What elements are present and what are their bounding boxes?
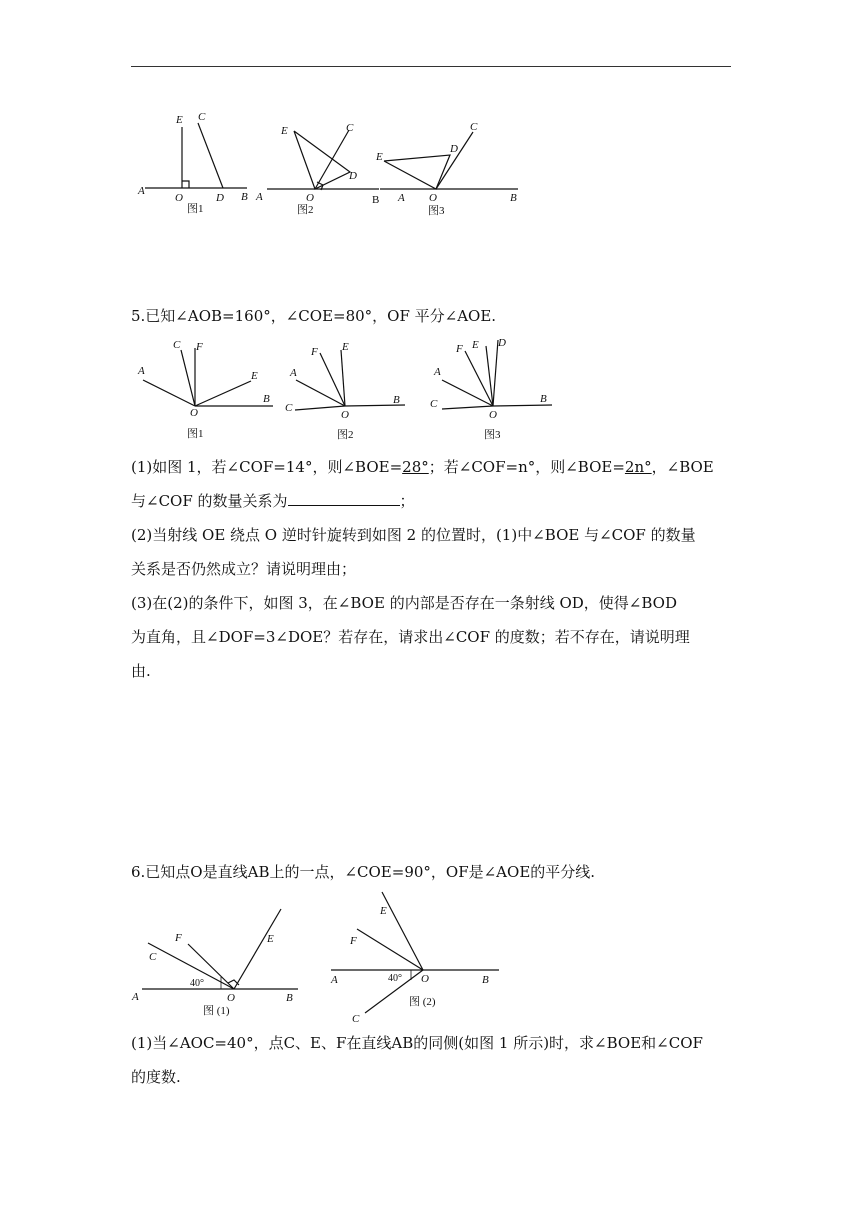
svg-text:F: F — [350, 935, 357, 947]
svg-text:40°: 40° — [388, 973, 402, 984]
q6-figure-1 — [130, 903, 305, 1021]
svg-text:A: A — [434, 366, 441, 378]
header-rule — [131, 66, 731, 67]
svg-text:C: C — [285, 402, 293, 414]
svg-text:C: C — [430, 398, 438, 410]
svg-text:B: B — [286, 992, 293, 1004]
svg-text:D: D — [450, 143, 458, 155]
svg-text:40°: 40° — [190, 978, 204, 989]
svg-text:图2: 图2 — [297, 204, 314, 216]
svg-text:B: B — [241, 191, 248, 203]
svg-text:图 (2): 图 (2) — [409, 996, 436, 1008]
svg-text:O: O — [227, 992, 235, 1004]
q5-figure-2 — [280, 336, 415, 444]
svg-text:C: C — [198, 111, 206, 123]
svg-text:图3: 图3 — [428, 205, 445, 217]
answer-blank — [288, 491, 400, 506]
svg-text:O: O — [175, 192, 183, 204]
q5-figure-3 — [425, 336, 560, 444]
top-figure-1 — [135, 105, 255, 220]
q6-stem: 6.已知点O是直线AB上的一点，∠COE=90°，OF是∠AOE的平分线. — [131, 863, 596, 881]
svg-text:C: C — [173, 339, 181, 351]
q5-figure-1 — [133, 336, 283, 444]
svg-text:D: D — [349, 170, 357, 182]
svg-text:O: O — [489, 409, 497, 421]
svg-text:E: E — [376, 151, 383, 163]
svg-text:E: E — [251, 370, 258, 382]
svg-text:B: B — [263, 393, 270, 405]
svg-text:E: E — [267, 933, 274, 945]
svg-text:A: A — [290, 367, 297, 379]
q5-part1-line1: (1)如图 1，若∠COF=14°，则∠BOE=28°；若∠COF=n°，则∠BOE=2n°，∠BOE — [131, 458, 714, 476]
q5-part3-line1: (3)在(2)的条件下，如图 3，在∠BOE 的内部是否存在一条射线 OD，使得∠BOD — [131, 594, 677, 612]
svg-text:A: A — [132, 991, 139, 1003]
q6-figure-2 — [325, 888, 505, 1023]
svg-text:C: C — [470, 121, 478, 133]
q5-stem: 5.已知∠AOB=160°，∠COE=80°，OF 平分∠AOE. — [131, 307, 497, 325]
svg-text:C: C — [352, 1013, 360, 1025]
svg-text:A: A — [398, 192, 405, 204]
svg-text:D: D — [216, 192, 224, 204]
q6-part1-line2: 的度数. — [131, 1068, 181, 1086]
svg-text:E: E — [380, 905, 387, 917]
svg-text:图1: 图1 — [187, 428, 204, 440]
svg-text:O: O — [341, 409, 349, 421]
svg-text:图 (1): 图 (1) — [203, 1005, 230, 1017]
svg-text:F: F — [196, 341, 203, 353]
svg-text:B: B — [510, 192, 517, 204]
svg-text:B: B — [482, 974, 489, 986]
svg-text:O: O — [429, 192, 437, 204]
q5-part2-line1: (2)当射线 OE 绕点 O 逆时针旋转到如图 2 的位置时，(1)中∠BOE 与∠COF 的数量 — [131, 526, 696, 544]
svg-text:B: B — [393, 394, 400, 406]
svg-text:C: C — [149, 951, 157, 963]
svg-text:D: D — [498, 337, 506, 349]
q5-part3-line3: 由. — [131, 662, 151, 680]
svg-text:E: E — [342, 341, 349, 353]
svg-text:F: F — [456, 343, 463, 355]
top-figure-3 — [370, 115, 530, 220]
svg-text:图2: 图2 — [337, 429, 354, 441]
svg-text:A: A — [138, 185, 145, 197]
svg-text:F: F — [311, 346, 318, 358]
svg-text:E: E — [472, 339, 479, 351]
svg-text:B: B — [540, 393, 547, 405]
svg-text:E: E — [281, 125, 288, 137]
svg-text:B: B — [372, 194, 380, 206]
answer-2: 2n° — [624, 458, 652, 476]
q5-part2-line2: 关系是否仍然成立？请说明理由； — [131, 560, 357, 578]
answer-1: 28° — [402, 458, 429, 476]
svg-text:图1: 图1 — [187, 203, 204, 215]
q5-part3-line2: 为直角，且∠DOF=3∠DOE？若存在，请求出∠COF 的度数；若不存在，请说明理 — [131, 628, 690, 646]
svg-text:O: O — [306, 192, 314, 204]
q5-part1-line2: 与∠COF 的数量关系为 ； — [131, 492, 415, 510]
svg-text:A: A — [331, 974, 338, 986]
svg-text:A: A — [256, 191, 263, 203]
svg-text:A: A — [138, 365, 145, 377]
q6-part1-line1: (1)当∠AOC=40°，点C、E、F在直线AB的同侧(如图 1 所示)时，求∠BOE和∠COF — [131, 1034, 703, 1052]
svg-text:图3: 图3 — [484, 429, 501, 441]
svg-text:E: E — [176, 114, 183, 126]
svg-text:O: O — [421, 973, 429, 985]
svg-text:C: C — [346, 122, 354, 134]
svg-text:O: O — [190, 407, 198, 419]
svg-text:F: F — [175, 932, 182, 944]
top-figure-2 — [255, 115, 385, 220]
